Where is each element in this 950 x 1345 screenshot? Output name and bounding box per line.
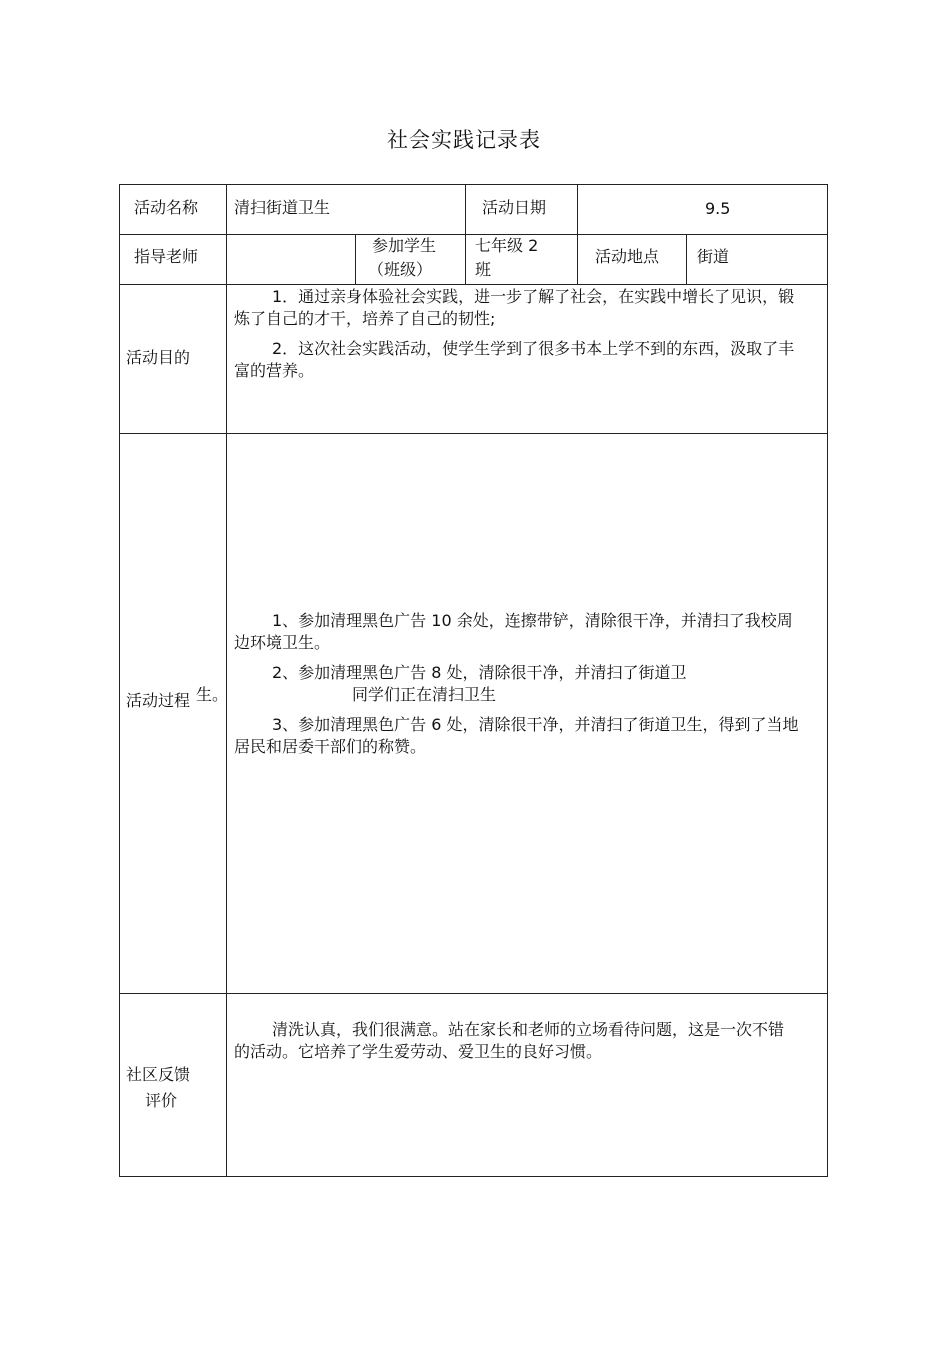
location-value: 街道 bbox=[697, 247, 730, 266]
students-value-line1: 七年级 2 bbox=[475, 236, 539, 255]
students-label-line2: （班级） bbox=[368, 260, 433, 279]
column-divider bbox=[226, 184, 227, 1177]
activity-date-value: 9.5 bbox=[705, 199, 731, 218]
column-divider bbox=[577, 184, 578, 284]
feedback-label-line2: 评价 bbox=[145, 1091, 178, 1110]
purpose-text bbox=[234, 286, 809, 390]
process-paragraph bbox=[196, 662, 804, 706]
students-value-line2: 班 bbox=[475, 260, 492, 279]
column-divider bbox=[465, 184, 466, 284]
column-divider bbox=[355, 234, 356, 284]
purpose-paragraph: 1．通过亲身体验社会实践，进一步了解了社会，在实践中增长了见识，锻炼了自己的才干，培养了自己的韧性; bbox=[234, 287, 795, 328]
table-border-right bbox=[827, 184, 828, 1177]
column-divider bbox=[686, 234, 687, 284]
purpose-paragraph: 2．这次社会实践活动，使学生学到了很多书本上学不到的东西，汲取了丰富的营养。 bbox=[234, 339, 795, 380]
process-paragraph: 1、参加清理黑色广告 10 余处，连擦带铲，清除很干净，并清扫了我校周边环境卫生。 bbox=[234, 611, 793, 652]
purpose-label: 活动目的 bbox=[126, 348, 191, 367]
photo-caption: 同学们正在清扫卫生 bbox=[352, 685, 497, 704]
students-label-line1: 参加学生 bbox=[372, 236, 437, 255]
location-label: 活动地点 bbox=[595, 247, 660, 266]
process-paragraph: 3、参加清理黑色广告 6 处，清除很干净，并清扫了街道卫生，得到了当地居民和居委干部们的称赞。 bbox=[234, 715, 799, 756]
table-border-left bbox=[119, 184, 120, 1177]
process-text bbox=[196, 610, 804, 766]
activity-name-label: 活动名称 bbox=[134, 198, 199, 217]
process-paragraph-line: 2、参加清理黑色广告 8 处，清除很干净，并清扫了街道卫 bbox=[272, 663, 687, 682]
process-paragraph-line: 生。 bbox=[196, 685, 229, 704]
process-label: 活动过程 bbox=[126, 691, 191, 710]
page-title: 社会实践记录表 bbox=[387, 128, 541, 152]
activity-name-value: 清扫街道卫生 bbox=[234, 198, 331, 217]
feedback-paragraph: 清洗认真，我们很满意。站在家长和老师的立场看待问题，这是一次不错的活动。它培养了学生爱劳动、爱卫生的良好习惯。 bbox=[234, 1020, 785, 1061]
teacher-label: 指导老师 bbox=[134, 247, 199, 266]
feedback-text bbox=[234, 1019, 794, 1071]
activity-date-label: 活动日期 bbox=[482, 198, 547, 217]
feedback-label-line1: 社区反馈 bbox=[126, 1065, 191, 1084]
